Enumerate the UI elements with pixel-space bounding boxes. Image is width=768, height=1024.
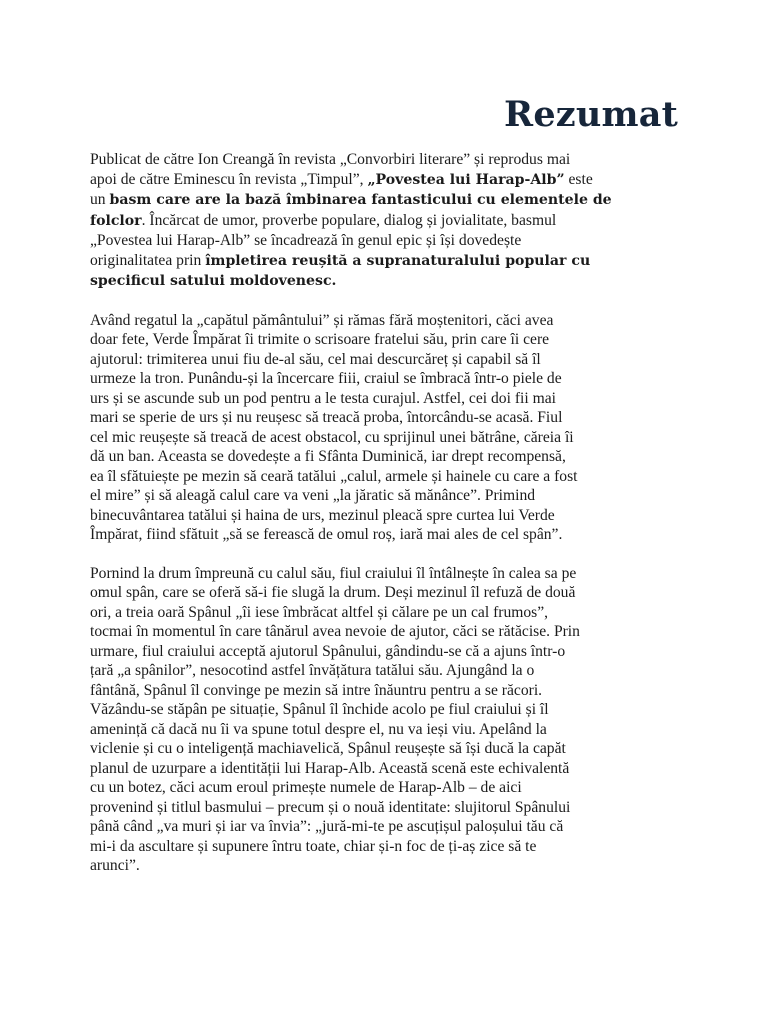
text-run: Publicat de către Ion Creangă în revista „Convorbiri literare” și reprodus mai apoi de către Eminescu în revista „Timpul”,: [90, 151, 571, 188]
text-run: Având regatul la „capătul pământului” și rămas fără moștenitori, căci avea doar fete, Verde Împărat îi trimite o scrisoare fratelui său, prin care îi cere ajutorul: trimiterea unui fiu de-al său, cel mai descurcăreț și capabil să îl urmeze la tron. Punându-și la încercare fiii, craiul se îmbracă într-o piele de urs și se ascunde sub un pod pentru a le testa curajul. Astfel, cei doi fii mai mari se sperie de urs și nu reușesc să treacă proba, întorcându-se acasă. Fiul cel mic reușește să treacă de acest obstacol, cu sprijinul unei bătrâne, căreia îi dă un ban. Aceasta se dovedește a fi Sfânta Duminică, iar drept recompensă, ea îl sfătuiește pe mezin să ceară tatălui „calul, armele și hainele cu care a fost el mire” și să aleagă calul care va veni „la jăratic să mănânce”. Primind binecuvântarea tatălui și haina de urs, mezinul pleacă spre curtea lui Verde Împărat, fiind sfătuit „să se ferească de omul roș, iară mai ales de cel spân”.: [90, 311, 578, 543]
paragraph-intro: [90, 150, 678, 292]
text-run: Pornind la drum împreună cu calul său, fiul craiului îl întâlnește în calea sa pe omul spân, care se oferă să-i fie slugă la drum. Deși mezinul îl refuză de două ori, a treia oară Spânul „îi iese îmbrăcat altfel și călare pe un cal frumos”, tocmai în momentul în care tânărul avea nevoie de ajutor, căci se rătăcise. Prin urmare, fiul craiului acceptă ajutorul Spânului, gândindu-se că a ajuns într-o țară „a spânilor”, nesocotind astfel învățătura tatălui său. Ajungând la o fântână, Spânul îl convinge pe mezin să intre înăuntru pentru a se răcori. Văzându-se stăpân pe situație, Spânul îl închide acolo pe fiul craiului și îl amenință că dacă nu îi va spune totul despre el, nu va ieși viu. Apelând la viclenie și cu o inteligență machiavelică, Spânul reușește să își ducă la capăt planul de uzurpare a identității lui Harap-Alb. Această scenă este echivalentă cu un botez, căci acum eroul primește numele de Harap-Alb – de aici provenind și titlul basmului – precum și o nouă identitate: slujitorul Spânului până când „va muri și iar va învia”: „jură-mi-te pe ascuțișul paloșului tău că mi-i da ascultare și supunere întru toate, chiar și-n foc de ți-aș zice să te arunci”.: [90, 564, 580, 874]
page-title: Rezumat: [504, 94, 678, 135]
document-body: [90, 150, 678, 895]
paragraph-plot-beginning: [90, 311, 678, 545]
text-run: este un: [90, 170, 593, 208]
paragraph-plot-spanul: [90, 564, 678, 876]
bold-text-run: împletirea reușită a supranaturalului popular cu specificul satului moldovenesc.: [90, 252, 591, 289]
bold-text-run: basm care are la bază îmbinarea fantasticului cu elementele de folclor: [90, 192, 612, 229]
text-run: . Încărcat de umor, proverbe populare, dialog și jovialitate, basmul „Povestea lui Harap-Alb” se încadrează în genul epic și își dovedește originalitatea prin: [90, 211, 557, 269]
bold-text-run: „Povestea lui Harap-Alb”: [367, 171, 565, 188]
